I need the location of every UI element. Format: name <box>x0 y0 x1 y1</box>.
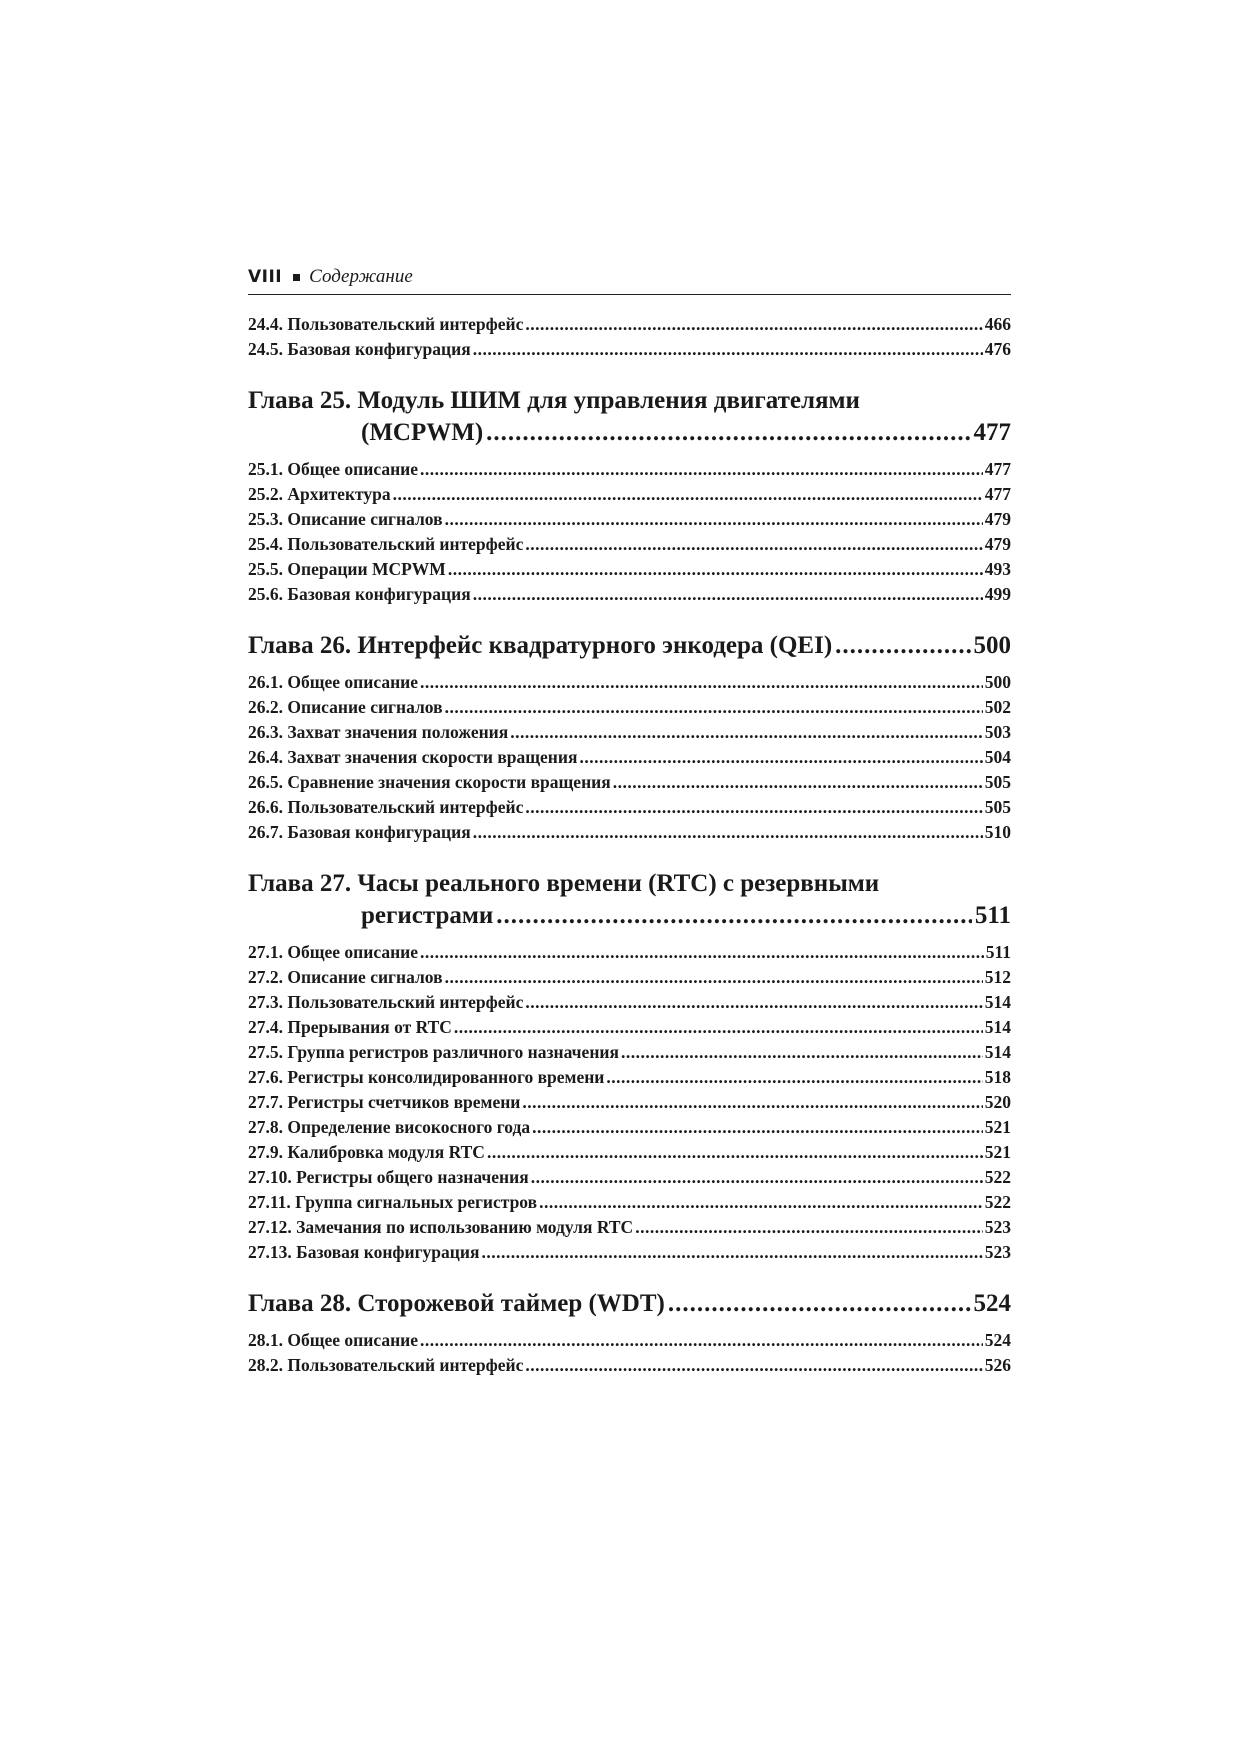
dot-leader <box>539 1192 983 1213</box>
dot-leader <box>445 697 983 718</box>
page <box>248 263 1011 1380</box>
toc-entry-title: 26.5. Сравнение значения скорости вращения <box>248 772 611 792</box>
chapter-title: Глава 25. Модуль ШИМ для управления двигателями <box>248 387 860 414</box>
toc-entry-title: 27.8. Определение високосного года <box>248 1117 531 1137</box>
running-head-title: Содержание <box>309 266 413 287</box>
toc-entry-page: 521 <box>984 1117 1011 1137</box>
toc-entry-title: 27.9. Калибровка модуля RTC <box>248 1142 485 1162</box>
toc-entry-page: 518 <box>984 1067 1011 1087</box>
toc-entry-page: 522 <box>984 1192 1011 1212</box>
toc-entry-page: 500 <box>984 672 1011 692</box>
page-number: VIII <box>248 267 283 287</box>
dot-leader <box>473 339 983 360</box>
toc-entry-page: 504 <box>984 747 1011 767</box>
toc-entry[interactable] <box>248 772 1011 797</box>
dot-leader <box>522 1092 982 1113</box>
dot-leader <box>531 1167 983 1188</box>
toc-entry-page: 514 <box>984 992 1011 1012</box>
toc-entry-title: 25.3. Описание сигналов <box>248 509 443 529</box>
toc-entry[interactable] <box>248 1355 1011 1380</box>
toc-entry-page: 503 <box>984 722 1011 742</box>
toc-entry-title: 27.3. Пользовательский интерфейс <box>248 992 524 1012</box>
dot-leader <box>487 1142 983 1163</box>
toc-entry-page: 521 <box>984 1142 1011 1162</box>
chapter-heading-25[interactable] <box>248 385 1011 449</box>
toc-entry-title: 27.11. Группа сигнальных регистров <box>248 1192 538 1212</box>
toc-entry[interactable] <box>248 559 1011 584</box>
dot-leader <box>621 1042 983 1063</box>
chapter-page: 511 <box>974 902 1011 929</box>
toc-entry[interactable] <box>248 1092 1011 1117</box>
chapter-heading-28[interactable] <box>248 1288 1011 1320</box>
toc-entry-title: 27.10. Регистры общего назначения <box>248 1167 529 1187</box>
toc-entry[interactable] <box>248 1142 1011 1167</box>
toc-entry-page: 493 <box>984 559 1011 579</box>
toc-entry-title: 27.1. Общее описание <box>248 942 419 962</box>
toc-entry[interactable] <box>248 1042 1011 1067</box>
toc-entry-page: 502 <box>984 697 1011 717</box>
toc-entry-page: 523 <box>984 1242 1011 1262</box>
chapter-title: Глава 28. Сторожевой таймер (WDT) <box>248 1290 665 1317</box>
toc-entry-page: 522 <box>984 1167 1011 1187</box>
toc-entry[interactable] <box>248 967 1011 992</box>
toc-entry-title: 25.6. Базовая конфигурация <box>248 584 471 604</box>
toc-entry[interactable] <box>248 1330 1011 1355</box>
dot-leader <box>525 797 982 818</box>
dot-leader <box>473 822 983 843</box>
toc-entry-title: 25.4. Пользовательский интерфейс <box>248 534 524 554</box>
toc-entry-title: 26.4. Захват значения скорости вращения <box>248 747 578 767</box>
toc-entry[interactable] <box>248 992 1011 1017</box>
dot-leader <box>835 630 970 662</box>
toc-entry[interactable] <box>248 484 1011 509</box>
toc-entry[interactable] <box>248 722 1011 747</box>
toc-entry-page: 526 <box>984 1355 1011 1375</box>
table-of-contents <box>248 314 1011 1380</box>
toc-entry-title: 25.5. Операции MCPWM <box>248 559 446 579</box>
toc-entry-page: 524 <box>984 1330 1011 1350</box>
toc-entry[interactable] <box>248 534 1011 559</box>
toc-entry-page: 505 <box>984 772 1011 792</box>
toc-entry-title: 27.5. Группа регистров различного назначения <box>248 1042 619 1062</box>
toc-entry-title: 27.12. Замечания по использованию модуля RTC <box>248 1217 634 1237</box>
dot-leader <box>445 509 983 530</box>
dot-leader <box>635 1217 983 1238</box>
toc-entry-page: 511 <box>985 942 1011 962</box>
toc-entry-page: 479 <box>984 509 1011 529</box>
toc-entry-page: 514 <box>984 1017 1011 1037</box>
toc-entry[interactable] <box>248 822 1011 847</box>
dot-leader <box>525 1355 982 1376</box>
dot-leader <box>579 747 982 768</box>
toc-entry-title: 24.4. Пользовательский интерфейс <box>248 314 524 334</box>
toc-entry-title: 26.6. Пользовательский интерфейс <box>248 797 524 817</box>
toc-entry[interactable] <box>248 339 1011 364</box>
dot-leader <box>486 417 970 449</box>
toc-entry-page: 512 <box>984 967 1011 987</box>
toc-entry-title: 27.4. Прерывания от RTC <box>248 1017 452 1037</box>
toc-entry-page: 479 <box>984 534 1011 554</box>
toc-entry[interactable] <box>248 697 1011 722</box>
toc-entry-title: 28.1. Общее описание <box>248 1330 419 1350</box>
dot-leader <box>473 584 983 605</box>
toc-entry-title: 24.5. Базовая конфигурация <box>248 339 471 359</box>
toc-entry[interactable] <box>248 584 1011 609</box>
toc-entry-page: 476 <box>984 339 1011 359</box>
toc-entry[interactable] <box>248 1167 1011 1192</box>
dot-leader <box>454 1017 983 1038</box>
toc-entry-page: 499 <box>984 584 1011 604</box>
toc-entry-title: 25.1. Общее описание <box>248 459 419 479</box>
toc-entry[interactable] <box>248 1017 1011 1042</box>
toc-entry[interactable] <box>248 672 1011 697</box>
toc-entry[interactable] <box>248 942 1011 967</box>
chapter-page: 524 <box>973 1290 1011 1317</box>
dot-leader <box>668 1288 971 1320</box>
chapter-heading-27[interactable] <box>248 868 1011 932</box>
toc-entry-title: 26.2. Описание сигналов <box>248 697 443 717</box>
toc-entry-page: 505 <box>984 797 1011 817</box>
dot-leader <box>393 484 983 505</box>
chapter-page: 477 <box>973 419 1011 446</box>
toc-entry-title: 25.2. Архитектура <box>248 484 391 504</box>
dot-leader <box>420 672 983 693</box>
dot-leader <box>532 1117 983 1138</box>
toc-entry-page: 510 <box>984 822 1011 842</box>
toc-entry[interactable] <box>248 459 1011 484</box>
dot-leader <box>525 314 982 335</box>
dot-leader <box>420 1330 983 1351</box>
dot-leader <box>448 559 983 580</box>
toc-entry-title: 26.7. Базовая конфигурация <box>248 822 471 842</box>
toc-entry-title: 26.3. Захват значения положения <box>248 722 509 742</box>
toc-entry-title: 27.2. Описание сигналов <box>248 967 443 987</box>
toc-entry[interactable] <box>248 797 1011 822</box>
chapter-page: 500 <box>973 632 1011 659</box>
toc-entry-page: 477 <box>984 484 1011 504</box>
toc-entry[interactable] <box>248 1217 1011 1242</box>
toc-entry-page: 466 <box>984 314 1011 334</box>
toc-entry-title: 27.13. Базовая конфигурация <box>248 1242 480 1262</box>
chapter-title: Глава 26. Интерфейс квадратурного энкодера (QEI) <box>248 632 833 659</box>
toc-entry-page: 520 <box>984 1092 1011 1112</box>
dot-leader <box>445 967 983 988</box>
toc-entry[interactable] <box>248 1242 1011 1267</box>
dot-leader <box>613 772 983 793</box>
toc-entry-page: 523 <box>984 1217 1011 1237</box>
toc-entry-title: 26.1. Общее описание <box>248 672 419 692</box>
toc-entry[interactable] <box>248 1067 1011 1092</box>
toc-entry-title: 27.6. Регистры консолидированного времени <box>248 1067 605 1087</box>
toc-entry-title: 27.7. Регистры счетчиков времени <box>248 1092 521 1112</box>
dot-leader <box>420 942 984 963</box>
square-bullet-icon <box>293 274 300 281</box>
chapter-heading-26[interactable] <box>248 630 1011 662</box>
dot-leader <box>420 459 983 480</box>
dot-leader <box>510 722 983 743</box>
toc-entry[interactable] <box>248 1117 1011 1142</box>
dot-leader <box>481 1242 982 1263</box>
dot-leader <box>525 534 982 555</box>
toc-entry[interactable] <box>248 1192 1011 1217</box>
dot-leader <box>525 992 982 1013</box>
toc-entry[interactable] <box>248 314 1011 339</box>
chapter-title: Глава 27. Часы реального времени (RTC) с резервными <box>248 870 880 897</box>
chapter-title-cont: регистрами <box>361 902 494 929</box>
dot-leader <box>606 1067 982 1088</box>
dot-leader <box>496 900 972 932</box>
toc-entry-title: 28.2. Пользовательский интерфейс <box>248 1355 524 1375</box>
running-head <box>248 263 1011 295</box>
toc-entry[interactable] <box>248 747 1011 772</box>
chapter-title-cont: (MCPWM) <box>361 419 484 446</box>
toc-entry[interactable] <box>248 509 1011 534</box>
toc-entry-page: 514 <box>984 1042 1011 1062</box>
toc-entry-page: 477 <box>984 459 1011 479</box>
